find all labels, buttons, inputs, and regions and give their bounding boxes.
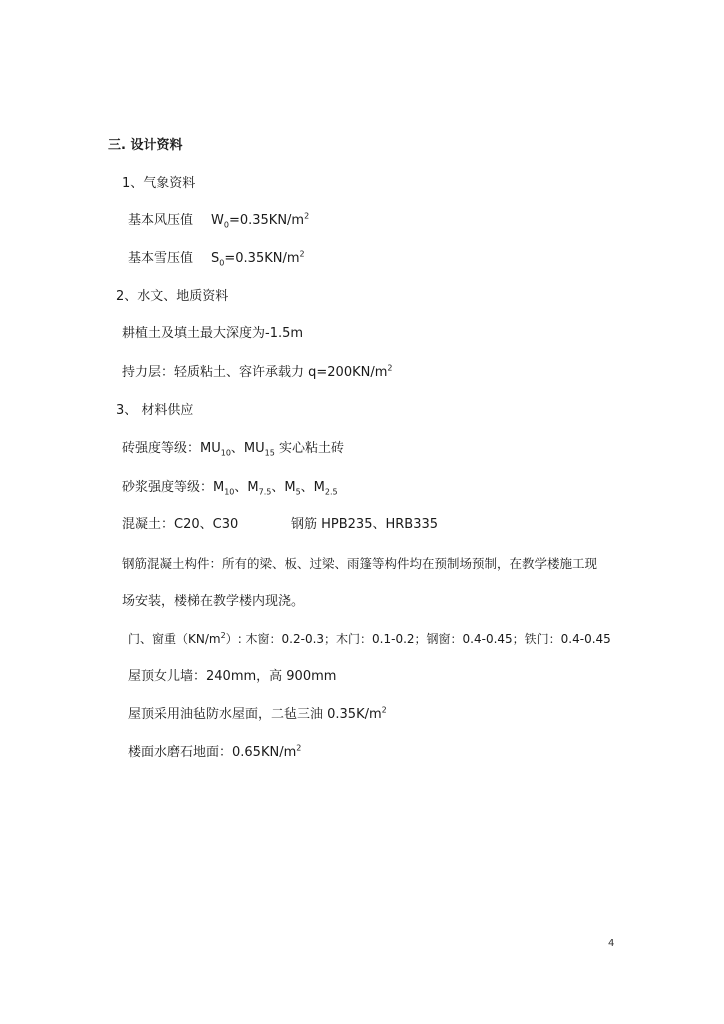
snow-label: 基本雪压值 [128, 251, 194, 266]
mortar-sub-4: 2.5 [324, 487, 338, 497]
roof-spec-text: 屋顶采用油毡防水屋面，二毡三油 0.35K/m [128, 707, 382, 722]
wind-label: 基本风压值 [128, 213, 194, 228]
mortar-sub-1: 10 [224, 487, 235, 497]
door-window-superscript: 2 [220, 631, 226, 640]
parapet-spec: 屋顶女儿墙：240mm，高 900mm [128, 669, 337, 684]
wind-pressure-line [128, 212, 309, 230]
mortar-grade-line [122, 479, 338, 497]
door-window-weight-line [128, 630, 611, 648]
door-window-text-b: ）: 木窗：0.2-0.3；木门：0.1-0.2；钢窗：0.4-0.45；铁门：0.4-0.45 [225, 632, 611, 646]
precast-line-1: 钢筋混凝土构件：所有的梁、板、过梁、雨篷等构件均在预制场预制，在教学楼施工现 [122, 556, 598, 571]
mortar-sep-2: 、M [271, 480, 296, 495]
section-title: 三. 设计资料 [108, 138, 183, 153]
floor-spec-superscript: 2 [296, 743, 302, 753]
mortar-sep-3: 、M [300, 480, 325, 495]
heading-hydrogeology: 2、水文、地质资料 [116, 289, 229, 304]
topsoil-depth: 耕植土及填土最大深度为-1.5m [122, 326, 304, 341]
heading-materials: 3、 材料供应 [116, 403, 194, 418]
snow-value: =0.35KN/m [224, 251, 300, 266]
snow-superscript: 2 [299, 249, 305, 259]
bearing-layer-superscript: 2 [387, 363, 393, 373]
wind-symbol: W [211, 213, 224, 228]
mortar-prefix: 砂浆强度等级：M [122, 480, 225, 495]
mortar-sub-2: 7.5 [258, 487, 272, 497]
floor-spec-line [128, 744, 301, 762]
snow-pressure-line [128, 250, 305, 268]
floor-spec-text: 楼面水磨石地面：0.65KN/m [128, 745, 297, 760]
brick-sub-1: 10 [220, 448, 231, 458]
brick-suffix: 实心粘土砖 [274, 441, 344, 456]
brick-prefix: 砖强度等级：MU [122, 441, 221, 456]
roof-spec-superscript: 2 [381, 705, 387, 715]
brick-sub-2: 15 [264, 448, 275, 458]
concrete-grade: 混凝土：C20、C30 [122, 517, 239, 532]
bearing-layer-line [122, 364, 392, 382]
door-window-text-a: 门、窗重（KN/m [128, 632, 221, 646]
wind-subscript: 0 [223, 220, 229, 230]
wind-superscript: 2 [304, 211, 310, 221]
rebar-grade: 钢筋 HPB235、HRB335 [291, 517, 439, 532]
roof-spec-line [128, 706, 387, 724]
heading-meteorology: 1、气象资料 [122, 176, 196, 191]
snow-symbol: S [211, 251, 220, 266]
page-number: 4 [608, 938, 615, 949]
brick-mid: 、MU [230, 441, 265, 456]
wind-value: =0.35KN/m [228, 213, 305, 228]
snow-subscript: 0 [219, 258, 225, 268]
mortar-sep-1: 、M [234, 480, 259, 495]
precast-line-2: 场安装，楼梯在教学楼内现浇。 [122, 594, 305, 609]
bearing-layer-text: 持力层：轻质粘土、容许承载力 q=200KN/m [122, 365, 388, 380]
brick-grade-line [122, 440, 344, 458]
mortar-sub-3: 5 [295, 487, 301, 497]
